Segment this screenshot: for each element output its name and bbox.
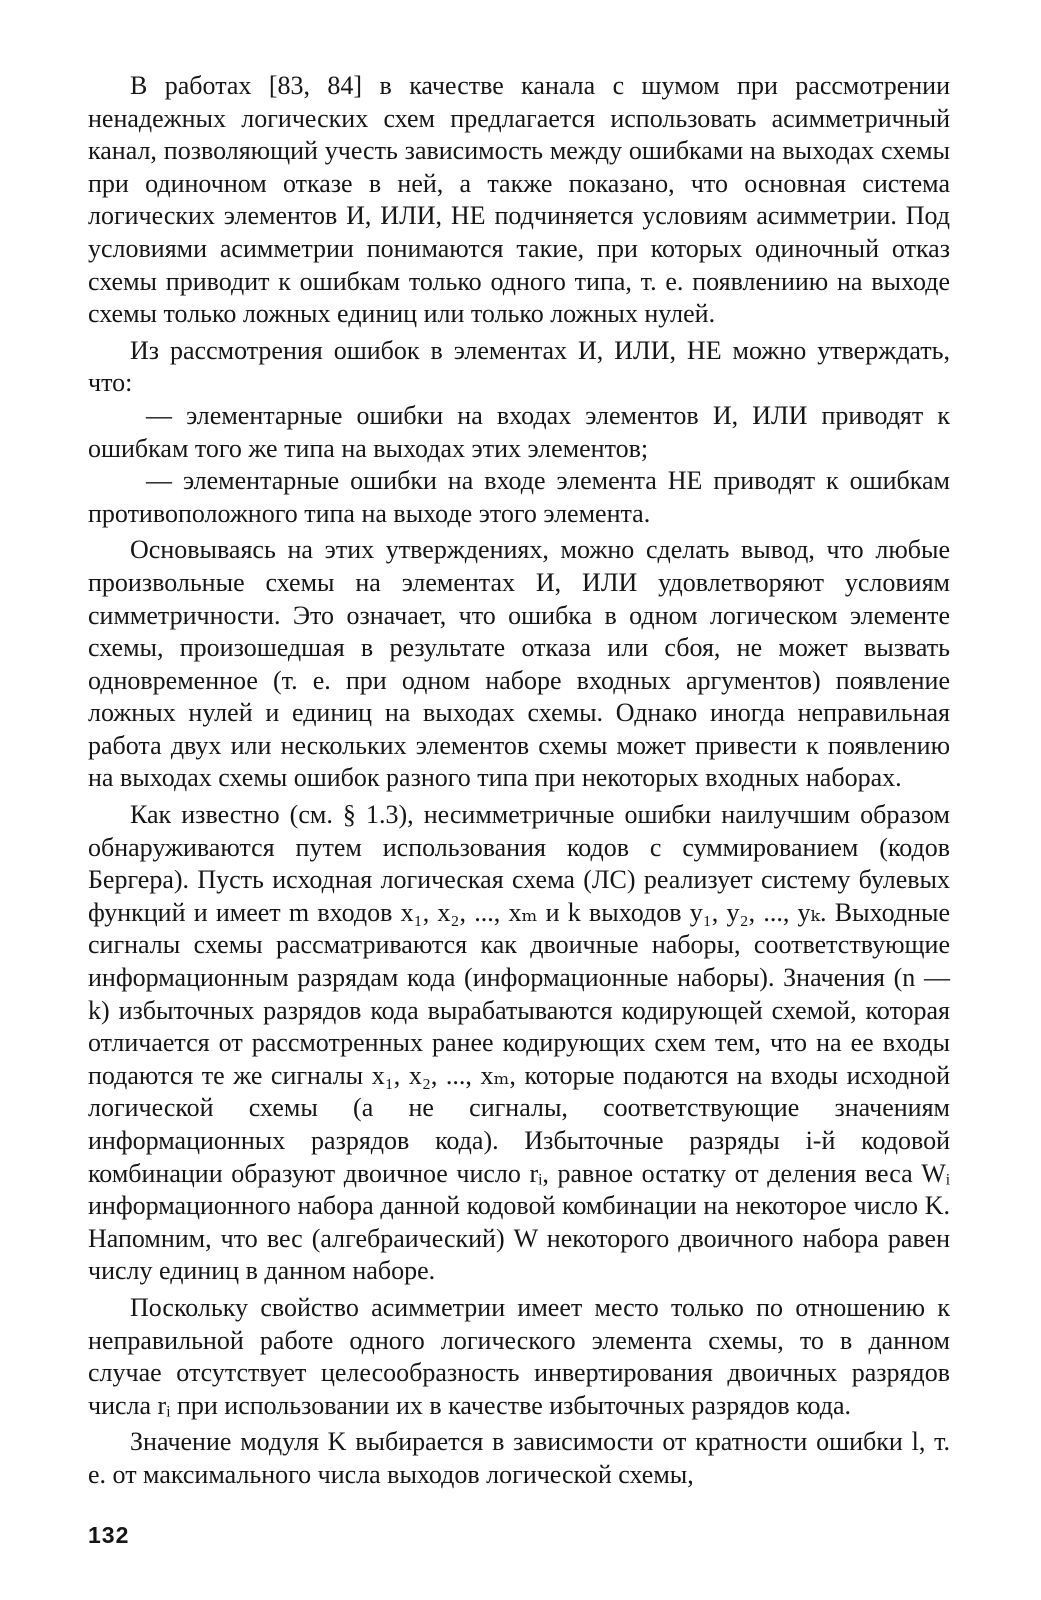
paragraph-modulus-choice: Значение модуля K выбирается в зависимости от кратности ошибки l, т. е. от максимального числа выходов логической схемы, xyxy=(88,1427,950,1489)
paragraph-asymmetric-channel: В работах [83, 84] в качестве канала с шумом при рассмотрении ненадежных логических схем предлагается использовать асимметричный канал, позволяющий учесть зависимость между ошибками на выходах схемы при одиночном отказе в ней, а также показано, что основная система логических элементов И, ИЛИ, НЕ подчиняется условиям асимметрии. Под условиями асимметрии понимаются такие, при которых одиночный отказ схемы приводит к ошибкам только одного типа, т. е. появлениию на выходе схемы только ложных единиц или только ложных нулей. xyxy=(88,71,950,329)
paragraph-symmetry-conclusion: Основываясь на этих утверждениях, можно сделать вывод, что любые произвольные схемы на элементах И, ИЛИ удовлетворяют условиям симметричности. Это означает, что ошибка в одном логическом элементе схемы, произошедшая в результате отказа или сбоя, не может вызвать одновременное (т. е. при одном наборе входных аргументов) появление ложных нулей и единиц на выходах схемы. Однако иногда неправильная работа двух или нескольких элементов схемы может привести к появлению на выходах схемы ошибок разного типа при некоторых входных наборах. xyxy=(88,535,950,793)
page-number: 132 xyxy=(88,1522,130,1548)
paragraph-error-analysis-intro: Из рассмотрения ошибок в элементах И, ИЛИ, НЕ можно утверждать, что: xyxy=(88,335,950,398)
body-text xyxy=(88,70,950,1492)
paragraph-no-inversion: Поскольку свойство асимметрии имеет место только по отношению к неправильной работе одного логического элемента схемы, то в данном случае отсутствует целесообразность инвертирования двоичных разрядов числа rᵢ при использовании их в качестве избыточных разрядов кода. xyxy=(88,1292,950,1420)
list-item-not-errors: — элементарные ошибки на входе элемента НЕ приводят к ошибкам противоположного типа на выходе этого элемента. xyxy=(88,466,950,528)
list-item-and-or-errors: — элементарные ошибки на входах элементов И, ИЛИ приводят к ошибкам того же типа на выходах этих элементов; xyxy=(88,400,950,463)
paragraph-berger-codes: Как известно (см. § 1.3), несимметричные ошибки наилучшим образом обнаруживаются путем использования кодов с суммированием (кодов Бергера). Пусть исходная логическая схема (ЛС) реализует систему булевых функций и имеет m входов x₁, x₂, ..., xₘ и k выходов y₁, y₂, ..., yₖ. Выходные сигналы схемы рассматриваются как двоичные наборы, соответствующие информационным разрядам кода (информационные наборы). Значения (n — k) избыточных разрядов кода вырабатываются кодирующей схемой, которая отличается от рассмотренных ранее кодирующих схем тем, что на ее входы подаются те же сигналы x₁, x₂, ..., xₘ, которые подаются на входы исходной логической схемы (а не сигналы, соответствующие значениям информационных разрядов кода). Избыточные разряды i-й кодовой комбинации образуют двоичное число rᵢ, равное остатку от деления веса Wᵢ информационного набора данной кодовой комбинации на некоторое число K. Напомним, что вес (алгебраический) W некоторого двоичного набора равен числу единиц в данном наборе. xyxy=(88,800,950,1286)
